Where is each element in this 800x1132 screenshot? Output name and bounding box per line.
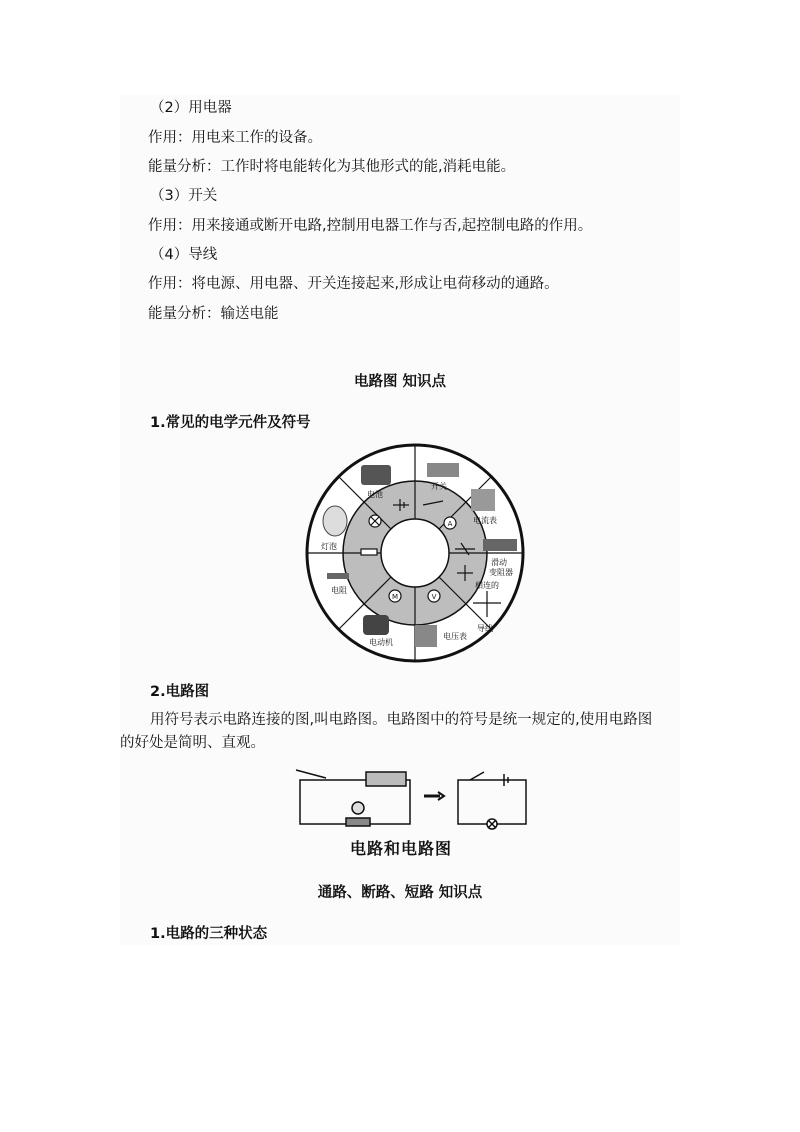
label-battery: 电池 [367,490,383,499]
circuit-diagram-paragraph-line-1: 用符号表示电路连接的图,叫电路图。电路图中的符号是统一规定的,使用电路图 [150,712,653,728]
wire-function: 作用：将电源、用电器、开关连接起来,形成让电荷移动的通路。 [148,276,559,292]
label-ammeter: 电流表 [473,516,497,525]
label-rheostat-1: 滑动 [491,558,507,567]
lamp-photo [323,506,347,536]
circuit-diagram-paragraph-line-2: 的好处是简明、直观。 [120,735,265,751]
label-voltmeter: 电压表 [443,632,467,641]
voltmeter-symbol-letter: V [431,593,437,601]
wire-energy: 能量分析：输送电能 [148,306,279,322]
label-crossing-2: 导线 [477,624,493,633]
motor-photo [363,615,389,635]
subheading-components-symbols: 1.常见的电学元件及符号 [150,415,311,431]
appliance-energy: 能量分析：工作时将电能转化为其他形式的能,消耗电能。 [148,159,516,175]
rheostat-photo [483,539,517,551]
label-switch: 开关 [431,482,447,491]
resistor-photo [327,573,349,579]
switch-function: 作用：用来接通或断开电路,控制用电器工作与否,起控制电路的作用。 [148,218,593,234]
label-rheostat-2: 变阻器 [489,568,513,577]
ammeter-photo [471,489,495,511]
switch-heading: （3）开关 [150,188,218,204]
voltmeter-photo [415,625,437,647]
subheading-circuit-diagram: 2.电路图 [150,684,210,700]
subheading-three-states: 1.电路的三种状态 [150,926,268,942]
label-motor: 电动机 [369,638,393,647]
label-lamp: 灯泡 [321,542,337,551]
appliance-function: 作用：用电来工作的设备。 [148,130,322,146]
ammeter-symbol-letter: A [447,520,453,528]
appliance-heading: （2）用电器 [150,100,232,116]
label-resistor: 电阻 [331,586,347,595]
switch-photo [427,463,459,477]
motor-symbol-letter: M [391,593,399,601]
figure-caption-circuit: 电路和电路图 [350,839,453,858]
wire-heading: （4）导线 [150,247,218,263]
section-title-circuit-states: 通路、断路、短路 知识点 [317,885,483,901]
label-crossing-1: 相连的 [475,581,499,590]
section-title-circuit-diagram: 电路图 知识点 [353,374,447,390]
component-symbol-wheel [305,443,525,663]
battery-photo [361,465,391,485]
